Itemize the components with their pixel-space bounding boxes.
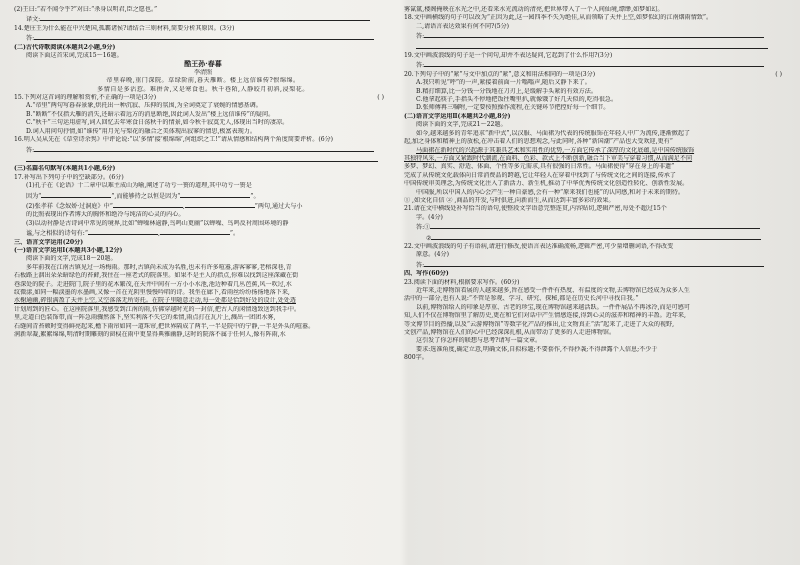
q17-2: (2)张孝祥《念奴娇·过洞庭》中“ , ”两句,通过大与小 — [26, 202, 303, 210]
answer-row: 答: — [404, 31, 790, 41]
option-b: B.“断断”不仅指大雁的消失,还暗示着远方的消息断绝,因此词人发出“楼上远信谁传”的疑问。 — [26, 110, 275, 118]
passage-line: 润新翠凝,絮絮绵绵,明清时期雕刻的窗棂在雨中更显得典雅幽静,这时的院落不属于任何人,像有阵雨,水 — [14, 331, 286, 339]
section-heading: 三、语言文字运用(20分) — [14, 238, 84, 246]
answer-line — [26, 155, 378, 162]
question-17: 17.补写出下列句子中的空缺部分。(6分) — [14, 173, 124, 181]
passage-line: 完成了从传统文化载体向日常消费品的跨越,它让年轻人在穿着中找到了与传统文化之间的连接,传承了 — [404, 171, 676, 179]
answer-line — [424, 260, 764, 267]
prompt-line: 近年来,走博物馆看展的人越来越多,旨在感受一件件有热度、有温度的文物,去博物馆已经成为众多人生 — [416, 287, 690, 294]
question-15: 15.下列对这首词的理解和赏析,不正确的一项是(3分) ( ) — [14, 94, 384, 102]
requirements-line: 要求:选准角度,确定立意,明确文体,自拟标题;不要套作,不得抄袭;不得泄露个人信息;不少于 — [416, 345, 658, 353]
subsection-heading: (一)语言文字运用Ⅰ(本题共3小题,12分) — [14, 246, 123, 254]
question-21: 21.请在文中横线处补写恰当的语句,使整段文字语意完整连贯,内容贴切,逻辑严密,每处不超过15个 — [404, 205, 667, 213]
question-18-cont: 二,请语言表达效果有何不同?(5分) — [416, 22, 510, 30]
passage-line: 雾氤氲,楼阁掩映在水光之中,还看来水光流动的清亮,把世界带入了一个人间仙境,缥缈,如梦如幻。 — [404, 6, 664, 13]
prompt-line: 等文博节目的热播,以及“云游博物馆”等数字化产品的推出,让文物真正“活”起来了,走进了大众的视野, — [404, 320, 675, 328]
answer-line — [40, 14, 370, 21]
answer-line — [416, 42, 768, 49]
passage-line: 水榭通幽,碎银满盈了天井上空,又空落落无所寄托。在院子里随意走动,每一处都是恰到好处的设计,处处透 — [14, 297, 296, 305]
option-a: A.“帝里”两句写暮春景象,烘托出一种沉寂、压抑的氛围,为全词奠定了衰婉的情感基调。 — [26, 102, 262, 110]
passage-line: 马面裙在新时代的兴起源于其兼具艺术和实用性的优势,一方面它传承了深厚的文化底蕴,是中国传统服饰 — [416, 146, 695, 154]
prompt-line: 这引发了你怎样的联想与思考?请写一篇文章。 — [416, 337, 542, 345]
prompt-line: 活中的一部分,也有人说:“不管是参观、学习、研究、探秘,都是在历史长河中寻找自我。” — [404, 295, 639, 303]
translation-line: 译文: — [14, 14, 392, 24]
option-a: A.我只听见“呼”的一声,紧接着前面一片嗡嗡声,随后又静下来了。 — [416, 79, 591, 87]
q17-3: (3)以动衬静是古诗词中常见的境界,比如“蝉噪林逾静,鸟鸣山更幽”以蝉噪、鸟鸣反衬周围环境的静 — [26, 219, 289, 227]
blank — [160, 228, 230, 235]
poem-author: 李清照 — [193, 68, 213, 76]
passage-line: 多年前我在江南古镇见过一场梅雨。那时,古镇尚未成为名胜,也未有许多喧嚣,游客寥寥,老榕深巷,青 — [26, 263, 292, 271]
passage-line: 里,走道白色装饰带,而一阵急雨骤然落下,坚实利落不失它的柔情,雨点打在瓦片上,溅出一团团水雾, — [14, 314, 276, 322]
q17-2-cont: 的比照表现出作者博大的胸怀和绝冷与纯洁的心灵的内心。 — [26, 211, 185, 219]
answer-line — [424, 60, 764, 67]
passage-line: 石缝间青苔顿时变得鲜亮起来,檐下雨帘如同一道珠帘,把世界隔成了两半,一半是院中的宁静,一半是外头的喧嚣。 — [14, 322, 315, 330]
question-14: 14.楚庄王为什么能在中兴楚国,孤霸诸侯?请结合三则材料,简要分析其原因。(3分) — [14, 24, 235, 32]
question-19: 19.文中画波浪线的句子是一个问句,却并不表达疑问,它起到了什么作用?(3分) — [404, 52, 613, 60]
blank — [41, 191, 111, 198]
passage-line: 如今,越来越多的青年追求“新中式”,以汉服、马面裙为代表的传统服饰在年轻人中广为流传,逐渐掀起了 — [416, 129, 691, 137]
q17-1-blanks: 因为“ ”,而能够持之以恒是因为“ ”。 — [26, 192, 260, 200]
answer-row: 答: — [14, 33, 392, 43]
question-18: 18.文中画横线的句子可以改为“正因为此,这一园四季不失为绝佳,从而领略了天井上空,如梦似幻的江南烟雨情致”。 — [404, 14, 713, 22]
blank — [185, 201, 255, 208]
section-heading: (三)名篇名句默写(本题共1小题,6分) — [14, 165, 116, 173]
poem-line: 帝里春晚,重门深院。草绿阶前,暮天雁断。楼上远信谁传?恨绵绵。 — [106, 77, 300, 85]
passage-line: 计划周到的匠心。在这座院落里,我感受到江南的雨,仿佛穿越时光的一封信,把古人的闲情逸致送到我手中。 — [14, 305, 301, 313]
prompt-line: 文创产品,博物馆在人们的心中已经深深扎根,从而带动了更多的人走进博物馆。 — [404, 329, 616, 337]
question-23: 23.阅读下面的材料,根据要求写作。(60分) — [404, 278, 520, 286]
left-column — [14, 6, 392, 339]
q17-3-blanks: 谧,与之相似的诗句有:“ , ”。 — [26, 230, 240, 238]
answer-row: 答: — [14, 145, 392, 155]
passage-line: 石板路上洇出朵朵暗绿色的苔藓,我住在一座老式的院落里。如果不是主人的指点,你难以找到这座深藏在街 — [14, 272, 299, 280]
reading-intro: 阅读下面的文字,完成21～22题。 — [416, 121, 507, 129]
poem-intro: 阅读下面这首宋词,完成15～16题。 — [26, 52, 123, 60]
question-16: 16.明人吴从先在《草堂诗余隽》中评论说:“以‘多情’接‘根绵绵’,何组织之工!”请从情感和结构两个角度简要评析。(6分) — [14, 136, 334, 144]
passage-line: 起,加之身体和精神上的放松,在冲击着人们的思想观念,与此同时,各种“新国潮”产品也大受欢迎,更有“ — [404, 138, 673, 146]
passage-line: 多梦、梦幻、真实、舒适、体面、个性等多元需求,具有很强的日常性。马面裙使得“穿在身上的非遗” — [404, 163, 675, 171]
answer-line — [34, 33, 374, 40]
right-column — [404, 6, 790, 363]
answer-line — [431, 233, 761, 240]
answer-line — [430, 222, 760, 229]
option-c: C.他拿起筷子,手指头不停地把饭往嘴里扒,就像饿了好几天似的,吃得很急。 — [416, 96, 618, 104]
q17-1: (1)孔子在《论语》十二章中以难主成山为喻,阐述了功亏一篑的道理,其中功亏一篑是 — [26, 182, 252, 190]
question-21-cont: 字。(4分) — [416, 213, 443, 221]
requirements-line: 800字。 — [404, 354, 428, 362]
blank — [88, 228, 158, 235]
subsection-heading: (二)语言文字运用Ⅱ(本题共2小题,8分) — [404, 112, 511, 120]
question-20: 20.下列句子中的“紧”与文中加点的“紧”,意义和用法相同的一项是(3分) ( ) — [404, 70, 782, 78]
option-c: C.“秋千”三句运用虚写,词人回忆去年寒食日荡秋千的情景,如今秋千寂寞无人,体现出当时的凄凉。 — [26, 119, 289, 127]
option-b: B.精打细算,比一分钱一分钱地在刀刃上,是缓解手头紧的有效方法。 — [416, 87, 597, 95]
answer-row — [14, 155, 392, 165]
passage-line: ① ,如文化自信 ② ,商品的开发,与时俱进,向新而生,从而达到丰富多彩的效果。 — [404, 196, 615, 204]
poem-title: 酷王孙·春暮 — [184, 60, 222, 69]
answer-line — [34, 145, 374, 152]
question-22-cont: 原意。(4分) — [416, 251, 450, 259]
answer-line — [424, 31, 764, 38]
section-heading: 四、写作(60分) — [404, 270, 449, 278]
answer-row: 答: — [404, 60, 790, 70]
question-22: 22.文中画波浪线的句子有语病,请进行修改,使语言表达准确流畅,逻辑严密,可少量增删词语,不得改变 — [404, 242, 674, 250]
blank — [180, 191, 250, 198]
passage-line: 其独特风采,一方面又紧跟时代潮流,在面料、色彩、款式上不断创新,融合当下审美与穿着习惯,从而满足不同 — [404, 154, 693, 162]
passage-line: 中国传统审美理念,为传统文化注入了新活力、新生机,推动了中华优秀传统文化创造性转化、创新性发展。 — [404, 180, 689, 188]
reading-intro: 阅读下面的文字,完成18～20题。 — [26, 255, 117, 263]
option-d: D.张师傅再三嘱咐,一定要按照操作流程,在关键环节把控好每一个细节。 — [416, 104, 610, 112]
prompt-line: 以前,博物馆给人的印象是厚重、古老的珍宝,现在博物馆越来越活跃。一件件展品不再冰冷,而是可感可 — [416, 303, 690, 311]
text-line: (2)王曰:“若不闻令乎?”对曰:“杀身以明君,臣之愿也。” — [14, 6, 158, 13]
answer-row: 答:① — [404, 222, 790, 232]
answer-row: ② — [404, 233, 790, 243]
passage-line: 纹微漾,如同一幅淡墨的水墨画,又像一首在光阴里慢慢吟唱的诗。我坐在廊下,看雨丝纷纷扬扬地落下来, — [14, 289, 290, 296]
blank — [113, 201, 183, 208]
answer-row — [404, 42, 790, 52]
passage-line: 中国服,所以中国人的内心会产生一种自豪感,会有一种“原来我们也能”的认同感,和对于未来的期待。 — [416, 188, 684, 196]
poem-line: 多情自是多沾惹。难拼舍,又是寒食也。秋千巷陌,人静皎月初斜,浸梨花。 — [97, 85, 309, 93]
option-d: D.词人用问句抒情,如“谁传”用月光与梨花的融合之美体现出寂寥的情思,极富表现力。 — [26, 127, 256, 135]
passage-line: 巷深处的院子。走进院门,院子里的花木繁茂,在天井中间有一方小小水池,池边种着几丛芭蕉,风一吹过,水 — [14, 280, 292, 288]
answer-row: 答: — [404, 260, 790, 270]
prompt-line: 知,人们不仅在博物馆里了解历史,更在和它们对话中产生情感连接,得到心灵的滋养和精神的丰盈。近年来, — [404, 312, 686, 320]
section-heading: (二)古代诗歌阅读(本题共2小题,9分) — [14, 43, 116, 51]
